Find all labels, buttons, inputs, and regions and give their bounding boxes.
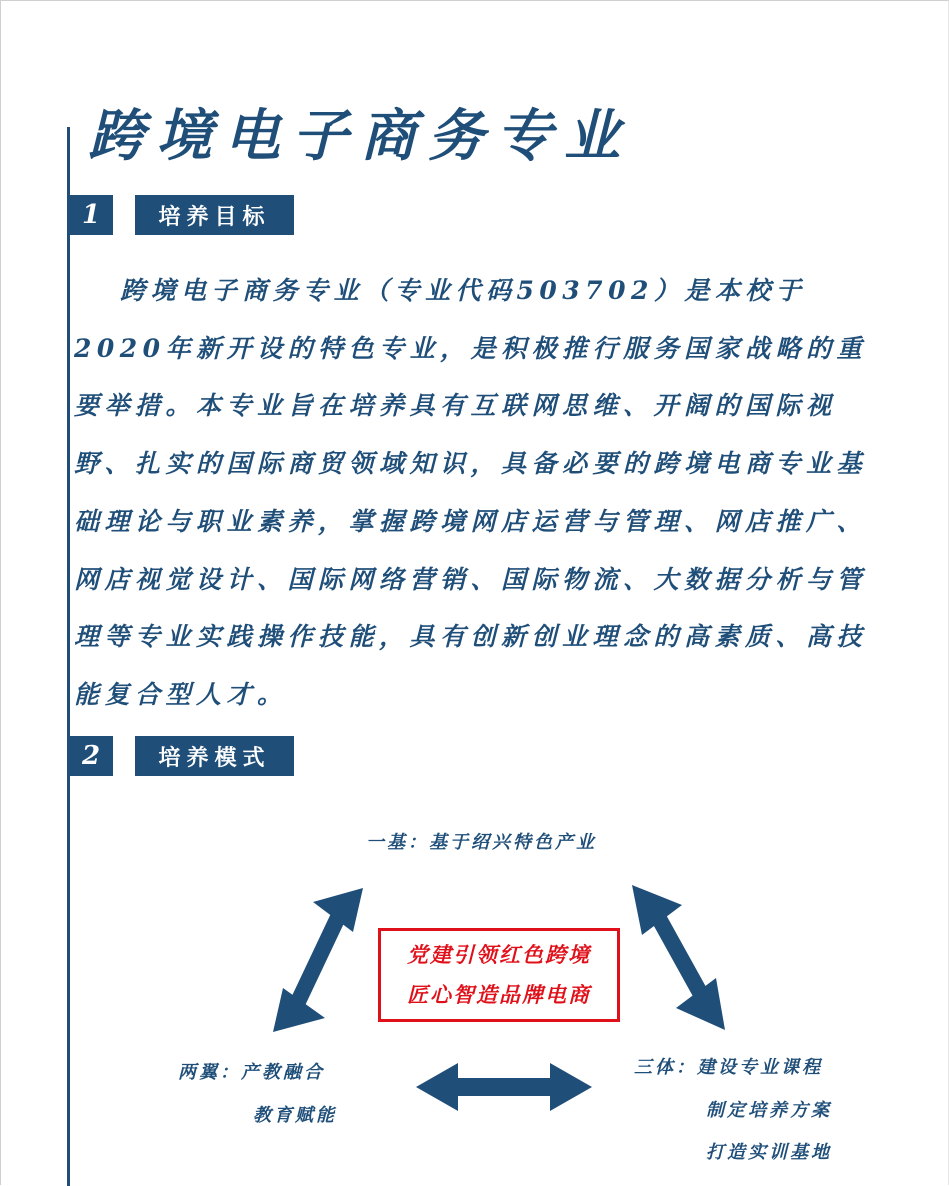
- objective-paragraph: 跨境电子商务专业（专业代码503702）是本校于2020年新开设的特色专业，是积极推行服务国家战略的重要举措。本专业旨在培养具有互联网思维、开阔的国际视野、扎实的国际商贸领域知识，具备必要的跨境电商专业基础理论与职业素养，掌握跨境网店运营与管理、网店推广、网店视觉设计、国际网络营销、国际物流、大数据分析与管理等专业实践操作技能，具有创新创业理念的高素质、高技能复合型人才。: [74, 276, 868, 709]
- diagram-right-line-3: 打造实训基地: [706, 1142, 832, 1163]
- diagram-top-label: 一基：基于绍兴特色产业: [366, 832, 597, 853]
- center-slogan-box: [378, 928, 620, 1022]
- section-1-number: 1: [69, 195, 113, 235]
- page-title: 跨境电子商务专业: [88, 103, 632, 169]
- diagram-left-line-1: 两翼：产教融合: [178, 1062, 325, 1083]
- right-double-arrow: [632, 885, 725, 1030]
- center-slogan-line-2: 匠心智造品牌电商: [407, 982, 591, 1007]
- section-2-number: 2: [69, 736, 113, 776]
- diagram-right-line-2: 制定培养方案: [706, 1100, 832, 1121]
- left-double-arrow: [273, 888, 363, 1032]
- diagram-right-line-1: 三体：建设专业课程: [634, 1057, 823, 1078]
- center-slogan-line-1: 党建引领红色跨境: [407, 942, 591, 967]
- section-2-label: 培养模式: [135, 736, 294, 776]
- section-1-label: 培养目标: [135, 195, 294, 235]
- bottom-double-arrow: [416, 1063, 592, 1111]
- diagram-left-line-2: 教育赋能: [253, 1105, 337, 1126]
